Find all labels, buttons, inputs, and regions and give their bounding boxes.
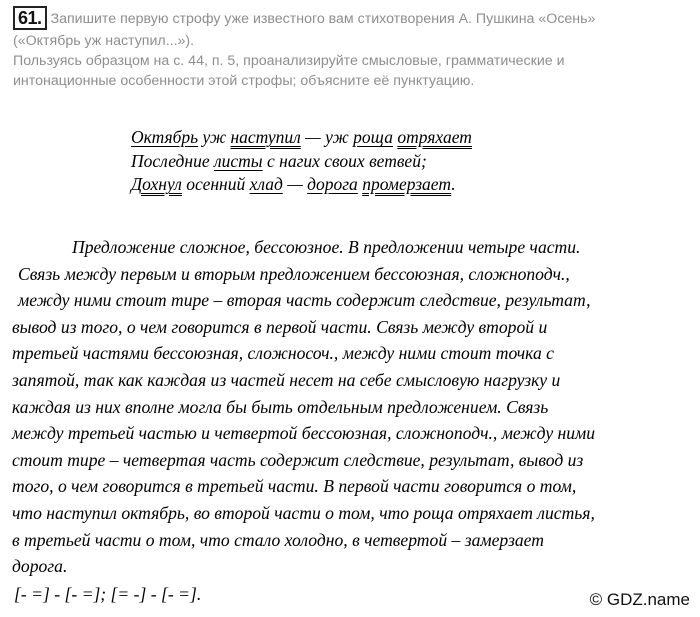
answer-line: Связь между первым и вторым предложением бессоюзная, сложноподч., xyxy=(18,263,570,284)
poem-text: — уж xyxy=(300,127,354,147)
subject-word: роща xyxy=(353,127,393,147)
answer-line: запятой, так как каждая из частей несет на себе смысловую нагрузку и xyxy=(12,369,561,390)
poem-line-3 xyxy=(131,173,472,197)
task-line-3: Пользуясь образцом на с. 44, п. 5, проанализируйте смысловые, грамматические и xyxy=(13,53,565,69)
subject-word: Октябрь xyxy=(131,127,199,147)
task-block xyxy=(13,6,693,91)
answer-line: в третьей части о том, что стало холодно, в четвертой – замерзает xyxy=(12,529,544,550)
poem-text: — xyxy=(282,174,308,194)
poem-line-1 xyxy=(131,126,472,150)
task-line-4: интонационные особенности этой строфы; объясните её пунктуацию. xyxy=(13,73,475,89)
poem-stanza xyxy=(131,126,472,197)
subject-word: листы xyxy=(213,150,263,171)
poem-text: Последние xyxy=(131,150,214,171)
answer-line: между третьей частью и четвертой бессоюзная, сложноподч., между ними xyxy=(12,423,596,444)
predicate-word: отряхает xyxy=(397,127,472,147)
predicate-word: Дохнул xyxy=(131,174,182,194)
poem-text: с нагих своих ветвей; xyxy=(262,150,427,171)
answer-line: между ними стоит тире – вторая часть содержит следствие, результат, xyxy=(18,290,591,311)
sentence-scheme: [- =] - [- =]; [= -] - [- =]. xyxy=(14,584,202,604)
task-line-1 xyxy=(13,6,693,30)
answer-paragraph xyxy=(12,234,697,580)
predicate-word: промерзает xyxy=(362,174,452,194)
answer-line: дорога. xyxy=(12,556,68,577)
poem-line-2 xyxy=(131,150,472,174)
answer-line: каждая из них вполне могла бы быть отдельным предложением. Связь xyxy=(12,396,549,417)
answer-line: того, о чем говорится в третьей части. В первой части говорится о том, xyxy=(12,476,577,497)
subject-word: хлад xyxy=(249,174,283,194)
subject-word: дорога xyxy=(307,174,358,194)
answer-line: Предложение сложное, бессоюзное. В предложении четыре части. xyxy=(72,237,581,257)
task-line-2: («Октябрь уж наступил...»). xyxy=(13,33,195,49)
watermark: © GDZ.name xyxy=(589,590,690,609)
predicate-word: наступил xyxy=(230,127,301,147)
answer-line: стоит тире – четвертая часть содержит следствие, результат, вывод из xyxy=(12,449,584,470)
poem-text: . xyxy=(451,174,456,194)
poem-text: уж xyxy=(198,127,231,147)
poem-text: осенний xyxy=(181,174,250,194)
task-number: 61. xyxy=(13,6,47,30)
task-text-1: Запишите первую строфу уже известного вам стихотворения А. Пушкина «Осень» xyxy=(50,11,596,27)
answer-line: что наступил октябрь, во второй части о том, что роща отряхает листья, xyxy=(12,502,595,523)
answer-line: третьей частями бессоюзная, сложносоч., между ними стоит точка с xyxy=(12,343,554,364)
answer-line: вывод из того, о чем говорится в первой части. Связь между второй и xyxy=(12,316,548,337)
